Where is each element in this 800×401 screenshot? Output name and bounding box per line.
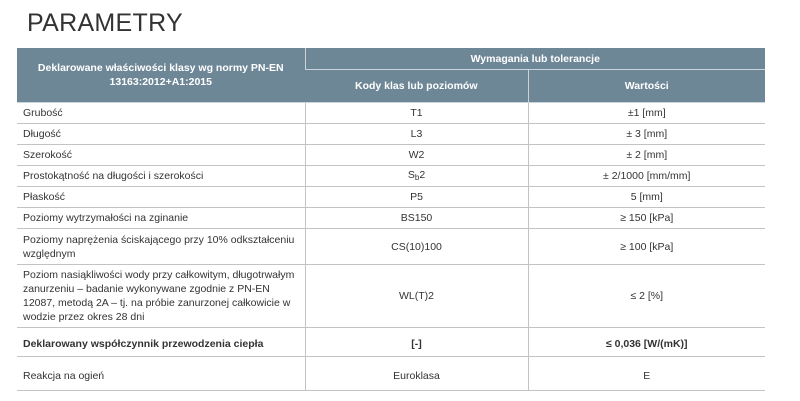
code-suffix: 2 [419, 168, 426, 181]
property-cell: Poziom nasiąkliwości wody przy całkowitym, długotrwałym zanurzeniu – badanie wykonywane zgodnie z PN-EN 12087, metodą 2A – tj. na próbie zanurzonej całkowicie w wodzie przez okres 28 dni [17, 265, 305, 328]
property-cell: Deklarowany współczynnik przewodzenia ciepła [17, 332, 305, 357]
value-cell: ± 2 [mm] [528, 145, 765, 166]
code-main: S [407, 168, 415, 181]
code-cell: T1 [305, 103, 528, 124]
property-cell: Poziomy wytrzymałości na zginanie [17, 208, 305, 229]
property-cell: Długość [17, 124, 305, 145]
value-cell: ± 2/1000 [mm/mm] [528, 166, 765, 187]
code-cell: Euroklasa [305, 361, 528, 391]
code-cell [305, 166, 528, 187]
value-cell: ±1 [mm] [528, 103, 765, 124]
property-cell: Płaskość [17, 187, 305, 208]
header-codes: Kody klas lub poziomów [305, 70, 528, 103]
header-row [17, 48, 765, 70]
code-cell: [-] [305, 332, 528, 357]
table-row [17, 229, 765, 265]
parameters-table [17, 48, 765, 391]
value-cell: ≥ 100 [kPa] [528, 229, 765, 265]
code-subscript: b [414, 172, 420, 182]
value-cell: ≤ 0,036 [W/(mK)] [528, 332, 765, 357]
table-row [17, 103, 765, 124]
table-row [17, 124, 765, 145]
value-cell: ± 3 [mm] [528, 124, 765, 145]
header-requirements: Wymagania lub tolerancje [305, 48, 765, 70]
code-cell: P5 [305, 187, 528, 208]
table-row [17, 265, 765, 328]
property-cell: Prostokątność na długości i szerokości [17, 166, 305, 187]
value-cell: E [528, 361, 765, 391]
table-row [17, 166, 765, 187]
property-cell: Reakcja na ogień [17, 361, 305, 391]
table-row [17, 208, 765, 229]
header-values: Wartości [528, 70, 765, 103]
code-cell: L3 [305, 124, 528, 145]
property-cell: Grubość [17, 103, 305, 124]
value-cell: ≥ 150 [kPa] [528, 208, 765, 229]
code-cell: BS150 [305, 208, 528, 229]
header-property: Deklarowane właściwości klasy wg normy PN-EN 13163:2012+A1:2015 [17, 48, 305, 103]
value-cell: 5 [mm] [528, 187, 765, 208]
code-cell: WL(T)2 [305, 265, 528, 328]
table-row [17, 187, 765, 208]
table-row [17, 361, 765, 391]
value-cell: ≤ 2 [%] [528, 265, 765, 328]
property-cell: Szerokość [17, 145, 305, 166]
property-cell: Poziomy naprężenia ściskającego przy 10% odkształceniu względnym [17, 229, 305, 265]
code-cell: W2 [305, 145, 528, 166]
table-row [17, 332, 765, 357]
page-title: PARAMETRY [27, 9, 183, 37]
code-cell: CS(10)100 [305, 229, 528, 265]
table-row [17, 145, 765, 166]
